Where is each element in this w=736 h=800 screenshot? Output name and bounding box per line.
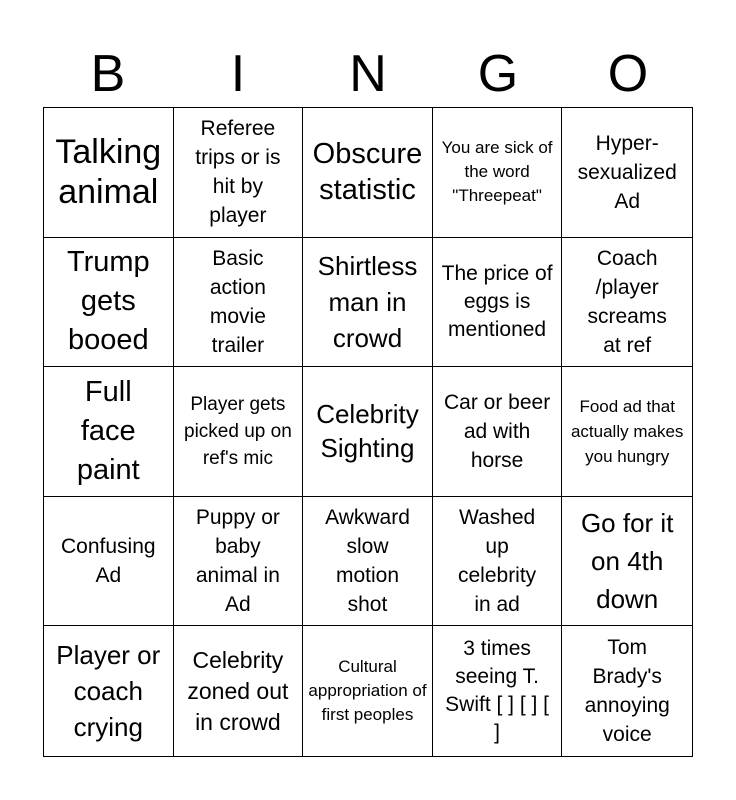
bingo-cell[interactable] (174, 626, 304, 756)
bingo-cell[interactable] (562, 626, 692, 756)
bingo-cell[interactable] (44, 238, 174, 368)
bingo-cell[interactable] (303, 367, 433, 497)
cell-text: Referee trips or is hit by player (195, 117, 281, 228)
cell-text: Player gets picked up on ref's mic (184, 393, 292, 469)
cell-text: Go for it on 4th down (580, 508, 674, 615)
cell-text: Talking animal (55, 133, 162, 212)
bingo-header (43, 40, 693, 108)
bingo-cell[interactable] (44, 108, 174, 238)
bingo-cell[interactable] (303, 108, 433, 238)
cell-text: Food ad that actually makes you hungry (570, 396, 684, 466)
bingo-cell[interactable] (433, 238, 563, 368)
cell-text: Puppy or baby animal in Ad (195, 506, 280, 617)
cell-text: Celebrity zoned out in crowd (187, 646, 289, 735)
bingo-cell[interactable] (303, 497, 433, 627)
header-letter-o: O (607, 45, 649, 103)
cell-text: Coach /player screams at ref (587, 246, 667, 357)
header-letter-n: N (349, 45, 387, 103)
bingo-cell[interactable] (562, 108, 692, 238)
bingo-cell[interactable] (562, 497, 692, 627)
cell-text: Full face paint (76, 375, 140, 486)
cell-text: The price of eggs is mentioned (441, 261, 553, 341)
cell-text: Cultural appropriation of first peoples (308, 657, 427, 725)
cell-text: Shirtless man in crowd (317, 250, 418, 353)
cell-text: Obscure statistic (312, 138, 423, 207)
bingo-cell[interactable] (433, 497, 563, 627)
cell-text: Basic action movie trailer (209, 246, 266, 357)
bingo-cell[interactable] (174, 108, 304, 238)
bingo-cell[interactable] (433, 367, 563, 497)
header-letter-g: G (477, 45, 519, 103)
cell-text: Washed up celebrity in ad (457, 506, 537, 617)
bingo-cell[interactable] (562, 367, 692, 497)
bingo-cell[interactable] (44, 497, 174, 627)
cell-text: Tom Brady's annoying voice (584, 636, 670, 747)
bingo-cell[interactable] (174, 238, 304, 368)
cell-text: Player or coach crying (56, 640, 161, 743)
cell-text: Car or beer ad with horse (443, 390, 551, 472)
bingo-cell[interactable] (303, 626, 433, 756)
bingo-board (43, 107, 693, 757)
bingo-cell[interactable] (303, 238, 433, 368)
bingo-cell[interactable] (44, 367, 174, 497)
cell-text: Confusing Ad (61, 535, 156, 588)
cell-text: Hyper-sexualized Ad (577, 131, 677, 213)
bingo-cell[interactable] (433, 108, 563, 238)
bingo-cell[interactable] (433, 626, 563, 756)
cell-text: You are sick of the word "Threepeat" (441, 138, 553, 206)
cell-text: Trump gets booed (66, 246, 150, 357)
bingo-cell[interactable] (174, 497, 304, 627)
cell-text: 3 times seeing T. Swift [ ] [ ] [ ] (445, 637, 550, 745)
cell-text: Awkward slow motion shot (325, 506, 410, 617)
bingo-cell[interactable] (174, 367, 304, 497)
cell-text: Celebrity Sighting (316, 399, 419, 464)
header-letter-b: B (90, 45, 126, 103)
header-letter-i: I (230, 45, 246, 103)
bingo-cell[interactable] (44, 626, 174, 756)
bingo-cell[interactable] (562, 238, 692, 368)
